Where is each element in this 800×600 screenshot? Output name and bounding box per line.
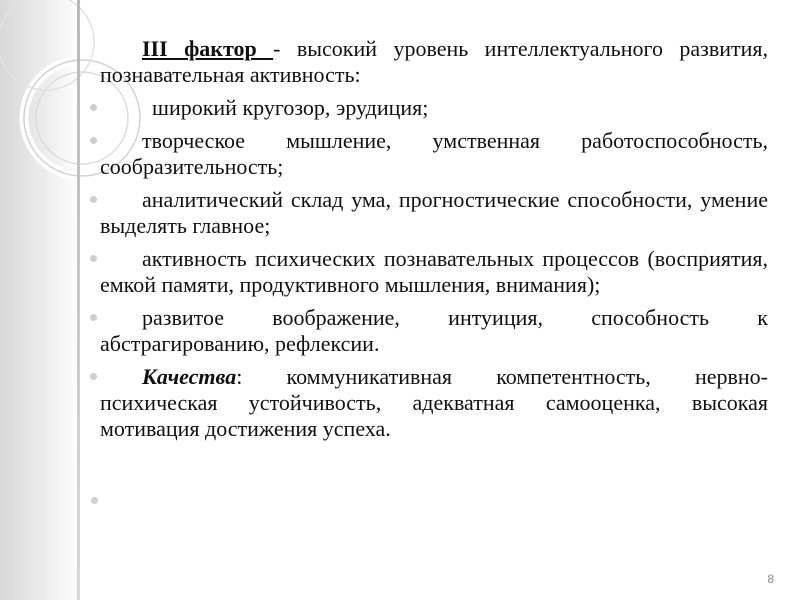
qualities-label: Качества xyxy=(142,364,237,389)
bullet-item xyxy=(100,95,768,121)
slide-body xyxy=(100,36,768,449)
vertical-rule xyxy=(77,0,80,600)
factor-description: - высокий уровень интеллектуального развития, познавательная активность: xyxy=(100,36,768,87)
bullet-text: активность психических познавательных процессов (восприятия, емкой памяти, продуктивного мышления, внимания); xyxy=(100,246,768,297)
bullet-item xyxy=(100,187,768,239)
bullet-item xyxy=(100,246,768,298)
empty-bullet-icon xyxy=(91,497,98,504)
bullet-text: аналитический склад ума, прогностические способности, умение выделять главное; xyxy=(100,187,768,238)
bullet-text: развитое воображение, интуиция, способность к абстрагированию, рефлексии. xyxy=(100,305,768,356)
bullet-text: творческое мышление, умственная работоспособность, сообразительность; xyxy=(100,128,768,179)
bullet-icon xyxy=(90,196,97,203)
bullet-icon xyxy=(90,137,97,144)
page-number: 8 xyxy=(767,572,774,586)
qualities-text: : коммуникативная компетентность, нервно-психическая устойчивость, адекватная самооценка, высокая мотивация достижения успеха. xyxy=(100,364,768,441)
bullet-icon xyxy=(90,104,97,111)
paragraph-heading xyxy=(100,36,768,88)
bullet-item xyxy=(100,305,768,357)
bullet-text: широкий кругозор, эрудиция; xyxy=(152,95,429,120)
bullet-icon xyxy=(90,255,97,262)
bullet-icon xyxy=(90,373,97,380)
bullet-item xyxy=(100,128,768,180)
factor-title: III фактор xyxy=(142,36,274,61)
bullet-item-qualities xyxy=(100,364,768,442)
bullet-icon xyxy=(90,314,97,321)
